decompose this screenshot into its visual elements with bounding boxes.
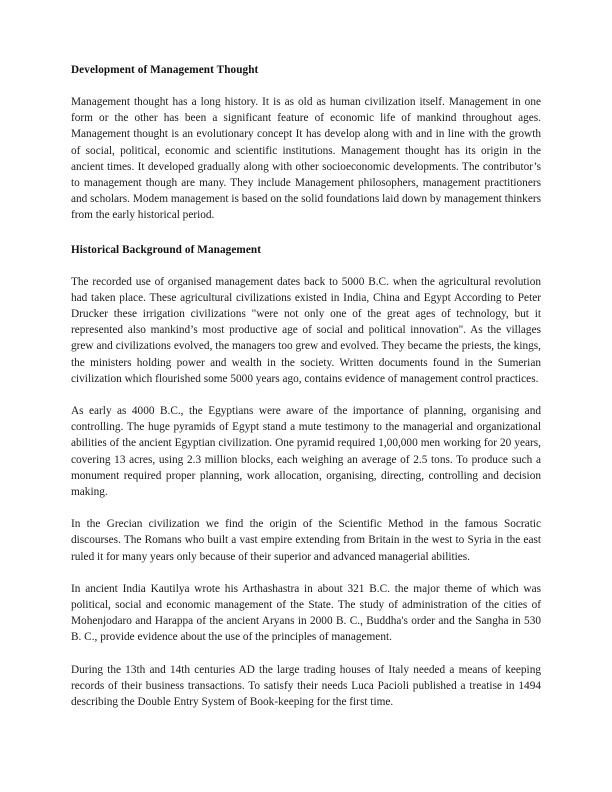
paragraph-italy-luca-pacioli: During the 13th and 14th centuries AD the large trading houses of Italy needed a means of keeping records of their business transactions. To satisfy their needs Luca Pacioli published a treatise in 1494 describing the Double Entry System of Book-keeping for the first time. xyxy=(71,663,541,709)
paragraph-ancient-india-kautilya: In ancient India Kautilya wrote his Arthashastra in about 321 B.C. the major theme of which was political, social and economic management of the State. The study of administration of the cities of Mohenjodaro and Harappa of the ancient Aryans in 2000 B. C., Buddha's order and the Sangha in 530 B. C., provide evidence about the use of the principles of management. xyxy=(71,582,541,644)
paragraph-grecian-and-roman-civilization: In the Grecian civilization we find the origin of the Scientific Method in the famous Socratic discourses. The Romans who built a vast empire extending from Britain in the west to Syria in the east ruled it for many years only because of their superior and advanced managerial abilities. xyxy=(71,518,541,563)
paragraph-egyptians-4000-bc: As early as 4000 B.C., the Egyptians were aware of the importance of planning, organising and controlling. The huge pyramids of Egypt stand a mute testimony to the managerial and organizational abilities of the ancient Egyptian civilization. One pyramid required 1,00,000 men working for 20 years, covering 13 acres, using 2.3 million blocks, each weighing an average of 2.5 tons. To produce such a monument required proper planning, work allocation, organising, directing, controlling and decision making. xyxy=(71,405,541,499)
document-body xyxy=(71,62,541,710)
paragraph-recorded-use-of-organised-management: The recorded use of organised management dates back to 5000 B.C. when the agricultural revolution had taken place. These agricultural civilizations existed in India, China and Egypt According to Peter Drucker these irrigation civilizations "were not only one of the great ages of technology, but it represented also mankind’s most productive age of social and political innovation". As the villages grew and civilizations evolved, the managers too grew and evolved. They became the priests, the kings, the ministers holding power and wealth in the society. Written documents found in the Sumerian civilization which flourished some 5000 years ago, contains evidence of management control practices. xyxy=(71,275,541,385)
section-heading-development-of-management-thought: Development of Management Thought xyxy=(71,64,259,76)
paragraph-management-thought-history: Management thought has a long history. It is as old as human civilization itself. Management in one form or the other has been a significant feature of economic life of mankind throughout ages. Management thought is an evolutionary concept It has develop along with and in line with the growth of social, political, economic and scientific institutions. Management thought has its origin in the ancient times. It developed gradually along with other socioeconomic developments. The contributor’s to management though are many. They include Management philosophers, management practitioners and scholars. Modem management is based on the solid foundations laid down by management thinkers from the early historical period. xyxy=(71,96,541,222)
section-heading-historical-background-of-management: Historical Background of Management xyxy=(71,243,262,256)
